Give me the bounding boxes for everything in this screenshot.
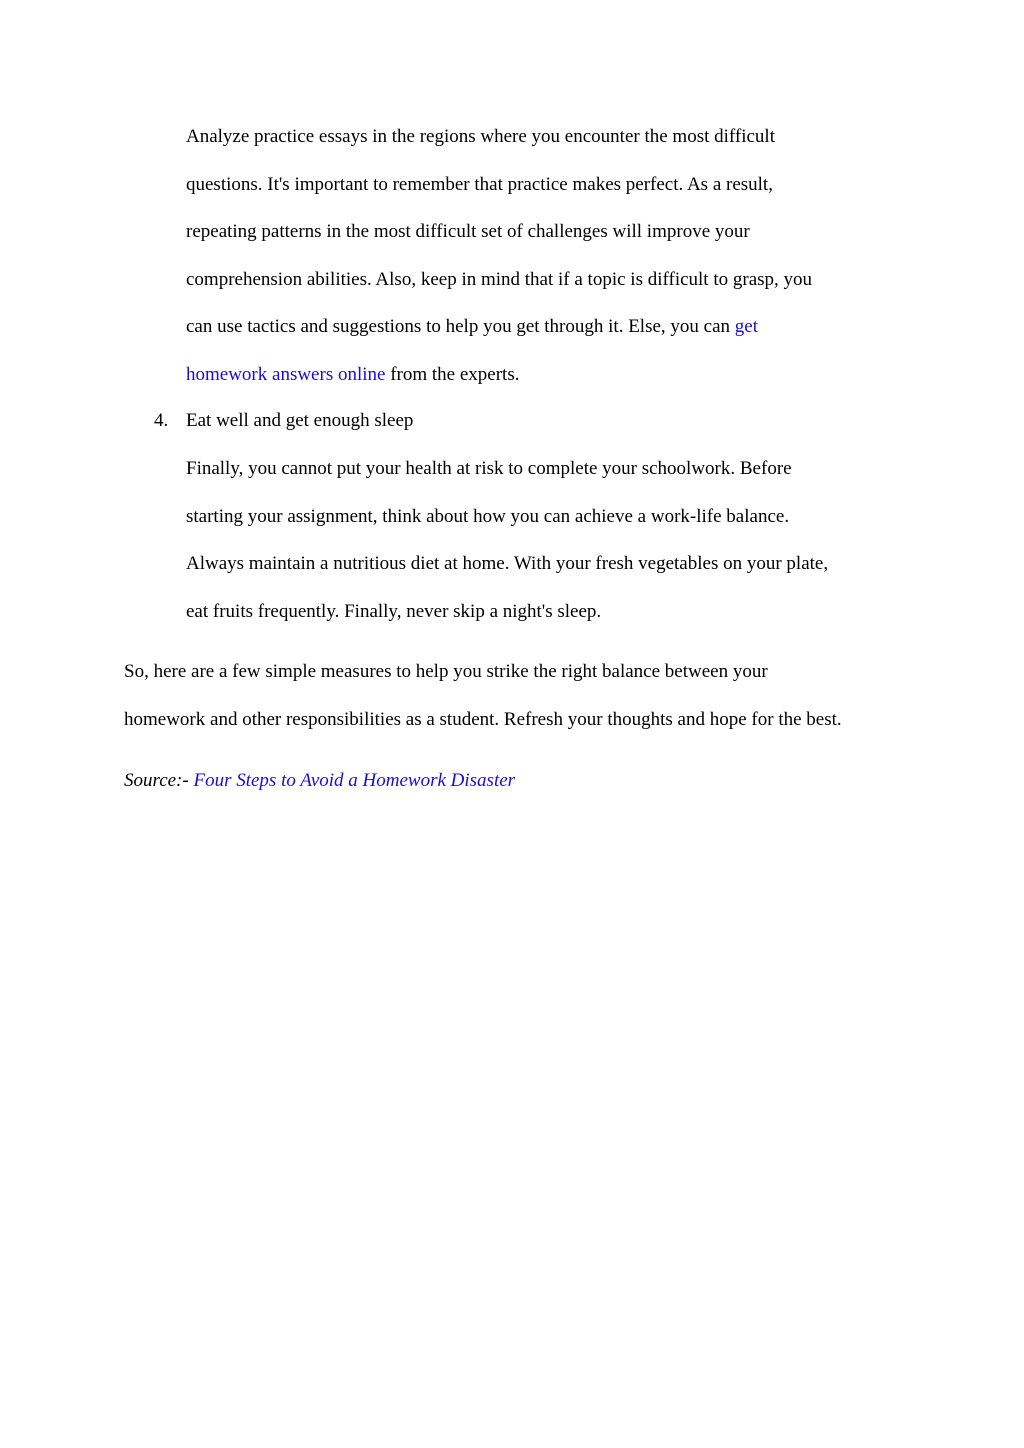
conclusion-paragraph bbox=[124, 648, 842, 743]
paragraph-line: homework and other responsibilities as a student. Refresh your thoughts and hope for the best. bbox=[124, 708, 842, 730]
paragraph-line: Analyze practice essays in the regions where you encounter the most difficult bbox=[186, 126, 775, 147]
paragraph-line: So, here are a few simple measures to help you strike the right balance between your bbox=[124, 661, 768, 682]
paragraph-line bbox=[186, 351, 812, 399]
list-item-heading: Eat well and get enough sleep bbox=[186, 410, 414, 431]
health-paragraph bbox=[186, 445, 828, 635]
list-number: 4. bbox=[154, 410, 169, 431]
practice-paragraph bbox=[186, 113, 812, 398]
paragraph-line: repeating patterns in the most difficult set of challenges will improve your bbox=[186, 221, 750, 242]
paragraph-line: Always maintain a nutritious diet at home. With your fresh vegetables on your plate, bbox=[186, 553, 829, 574]
paragraph-line bbox=[186, 303, 812, 351]
homework-answers-link[interactable]: get bbox=[734, 316, 758, 337]
paragraph-line: comprehension abilities. Also, keep in mind that if a topic is difficult to grasp, you bbox=[186, 268, 813, 290]
paragraph-line: Finally, you cannot put your health at risk to complete your schoolwork. Before bbox=[186, 458, 792, 479]
paragraph-line: questions. It's important to remember that practice makes perfect. As a result, bbox=[186, 173, 773, 195]
source-label: Source:- bbox=[124, 770, 194, 791]
source-citation bbox=[124, 757, 515, 805]
paragraph-text: from the experts. bbox=[385, 363, 520, 385]
source-link[interactable]: Four Steps to Avoid a Homework Disaster bbox=[193, 770, 516, 791]
paragraph-line: starting your assignment, think about how you can achieve a work-life balance. bbox=[186, 505, 790, 527]
list-item-4 bbox=[154, 397, 413, 445]
paragraph-text: can use tactics and suggestions to help you get through it. Else, you can bbox=[186, 316, 735, 337]
paragraph-line: eat fruits frequently. Finally, never skip a night's sleep. bbox=[186, 600, 602, 622]
homework-answers-link-continued[interactable]: homework answers online bbox=[186, 363, 386, 385]
